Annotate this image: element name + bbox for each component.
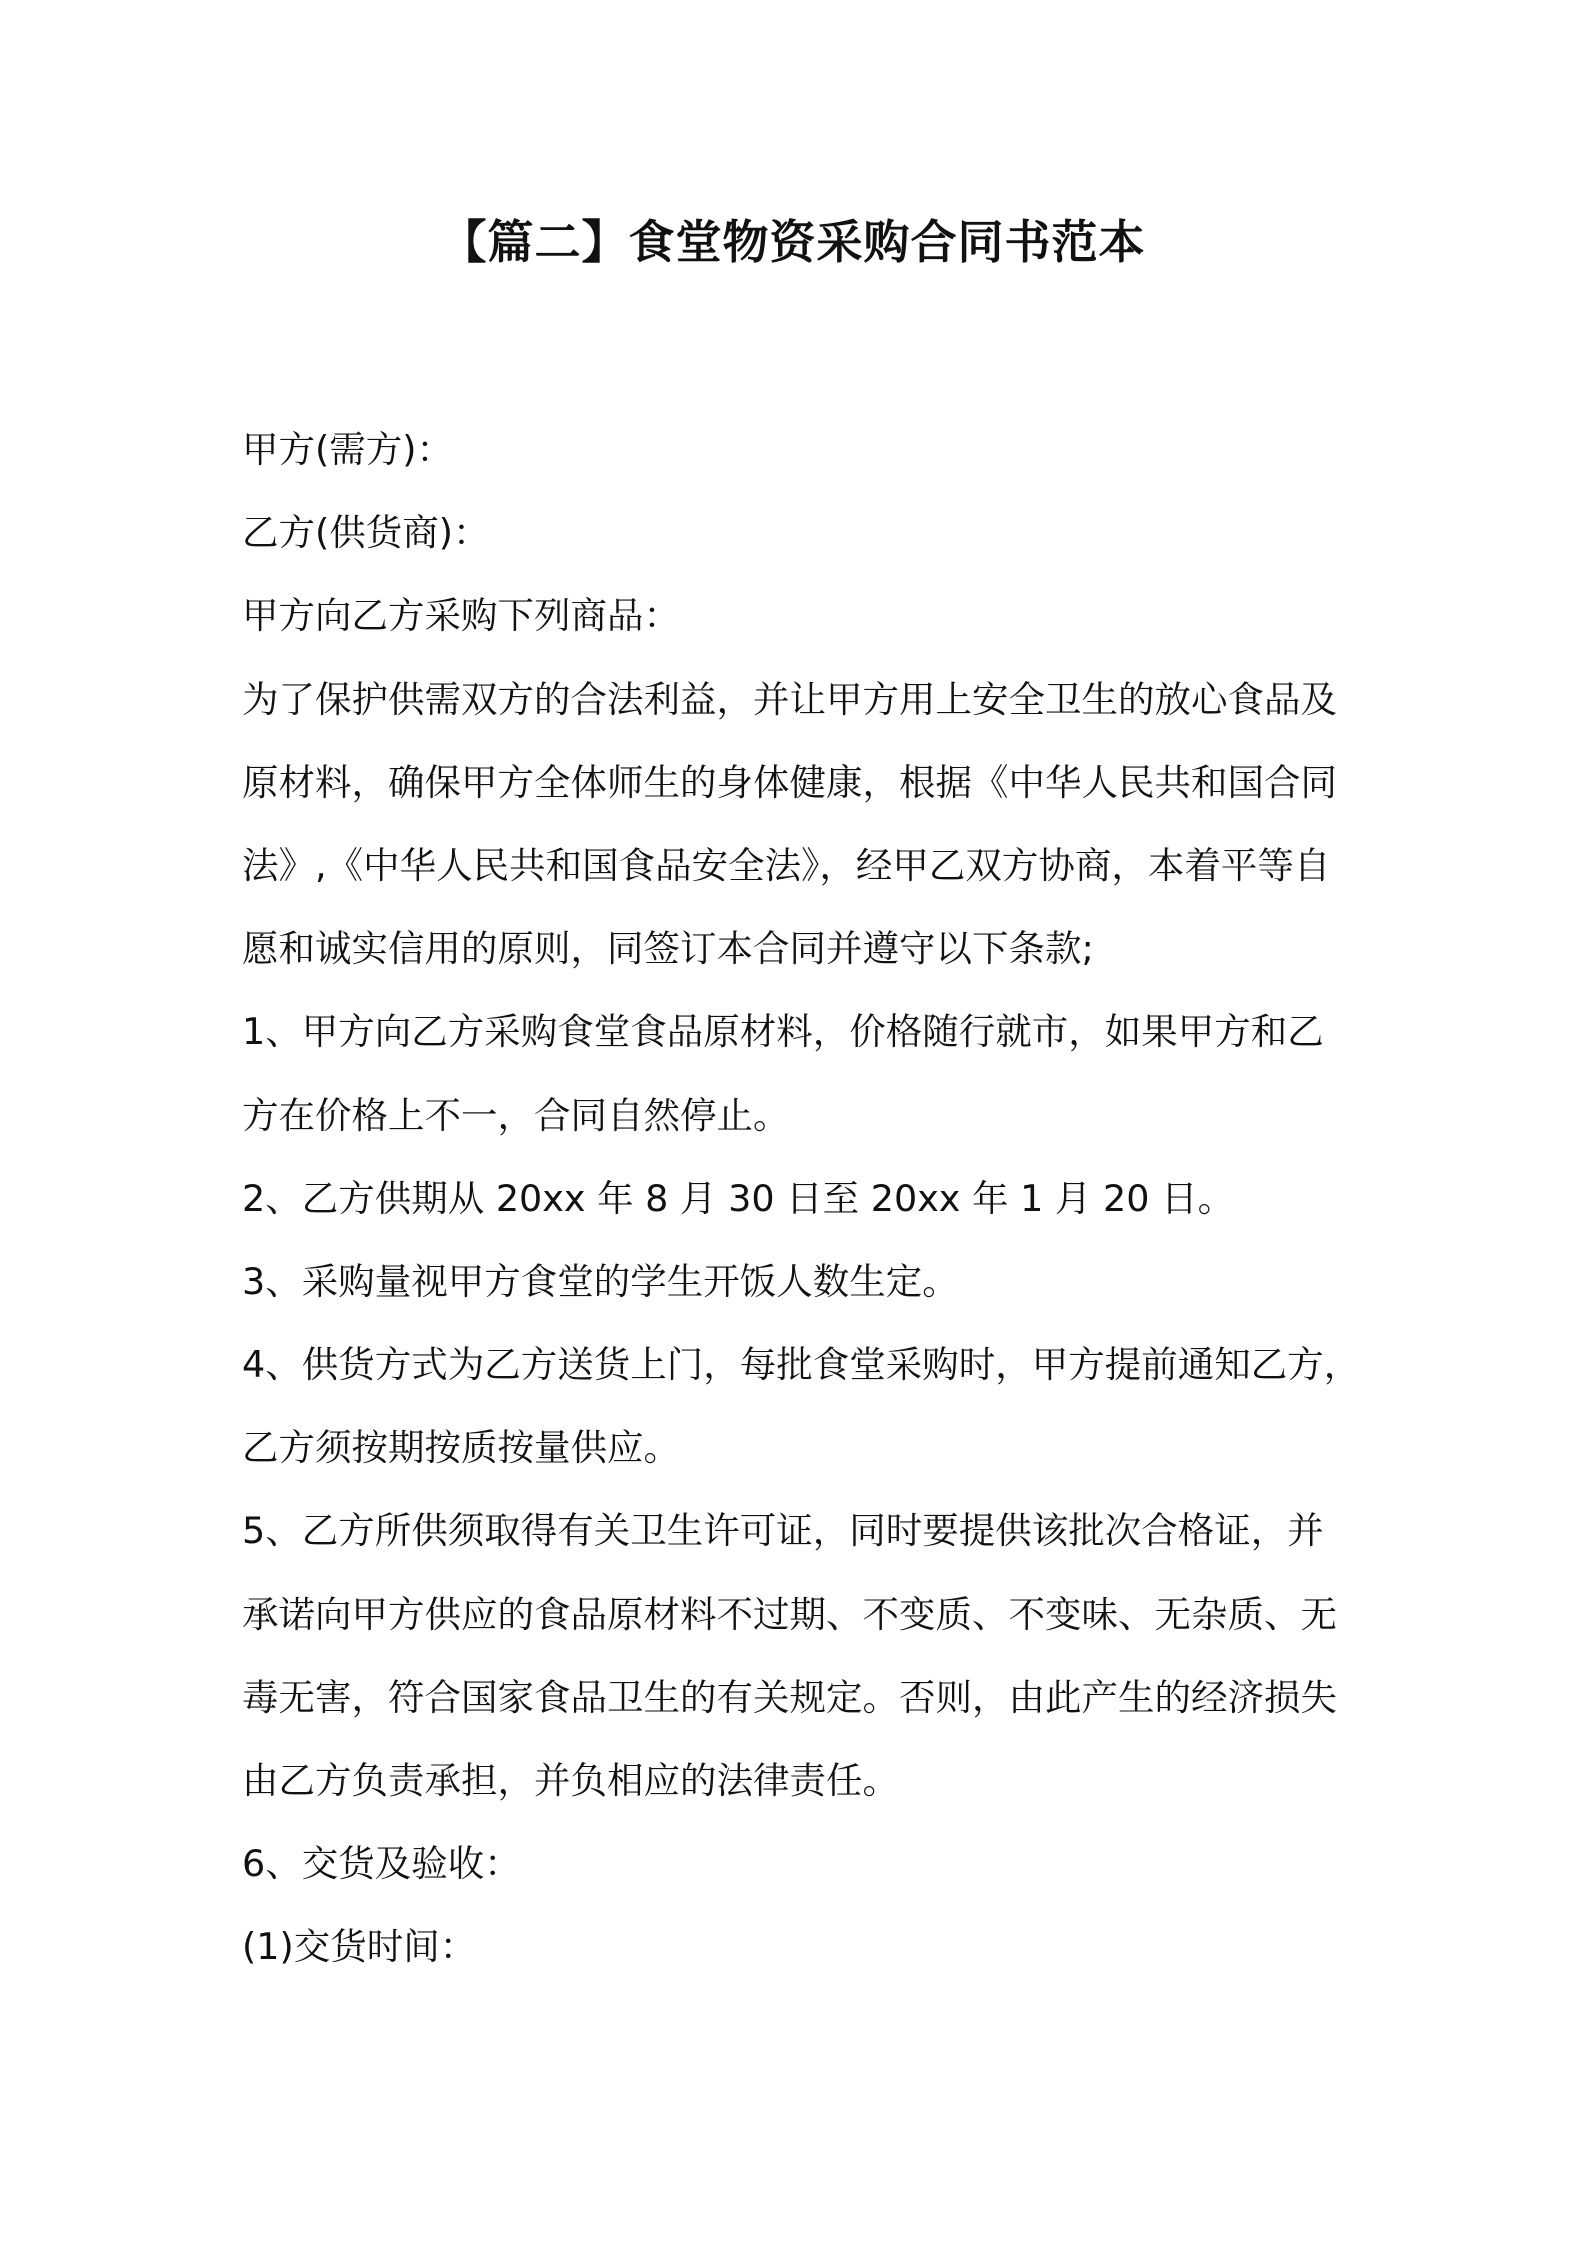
clause-5-line: 由乙方负责承担，并负相应的法律责任。 (242, 1759, 899, 1802)
preamble-line: 法》,《中华人民共和国食品安全法》，经甲乙双方协商，本着平等自 (242, 843, 1331, 887)
clause-4-line: 乙方须按期按质按量供应。 (242, 1426, 680, 1470)
clause-1-line: 方在价格上不一，合同自然停止。 (242, 1093, 790, 1137)
clause-6-line: 6、交货及验收： (242, 1842, 521, 1886)
preamble-line: 愿和诚实信用的原则，同签订本合同并遵守以下条款; (242, 927, 1094, 971)
party-b-line: 乙方(供货商)： (242, 511, 490, 555)
clause-1-line: 1、甲方向乙方采购食堂食品原材料，价格随行就市，如果甲方和乙 (242, 1010, 1324, 1054)
clause-4-line: 4、供货方式为乙方送货上门，每批食堂采购时，甲方提前通知乙方， (242, 1343, 1361, 1387)
preamble-line: 原材料，确保甲方全体师生的身体健康，根据《中华人民共和国合同 (242, 760, 1337, 804)
party-a-line: 甲方(需方)： (242, 428, 453, 471)
document-body (242, 408, 1372, 1989)
document-title: 【篇二】食堂物资采购合同书范本 (440, 215, 1146, 269)
clause-2-line: 2、乙方供期从 20xx 年 8 月 30 日至 20xx 年 1 月 20 日。 (242, 1176, 1235, 1220)
clause-6-sub-1-line: (1)交货时间： (242, 1925, 477, 1969)
preamble-line: 为了保护供需双方的合法利益，并让甲方用上安全卫生的放心食品及 (242, 677, 1337, 721)
purchase-intro-line: 甲方向乙方采购下列商品： (242, 594, 680, 638)
clause-5-line: 毒无害，符合国家食品卫生的有关规定。否则，由此产生的经济损失 (242, 1675, 1337, 1719)
clause-5-line: 5、乙方所供须取得有关卫生许可证，同时要提供该批次合格证，并 (242, 1509, 1324, 1553)
clause-5-line: 承诺向甲方供应的食品原材料不过期、不变质、不变味、无杂质、无 (242, 1592, 1337, 1636)
clause-3-line: 3、采购量视甲方食堂的学生开饭人数生定。 (242, 1259, 959, 1303)
